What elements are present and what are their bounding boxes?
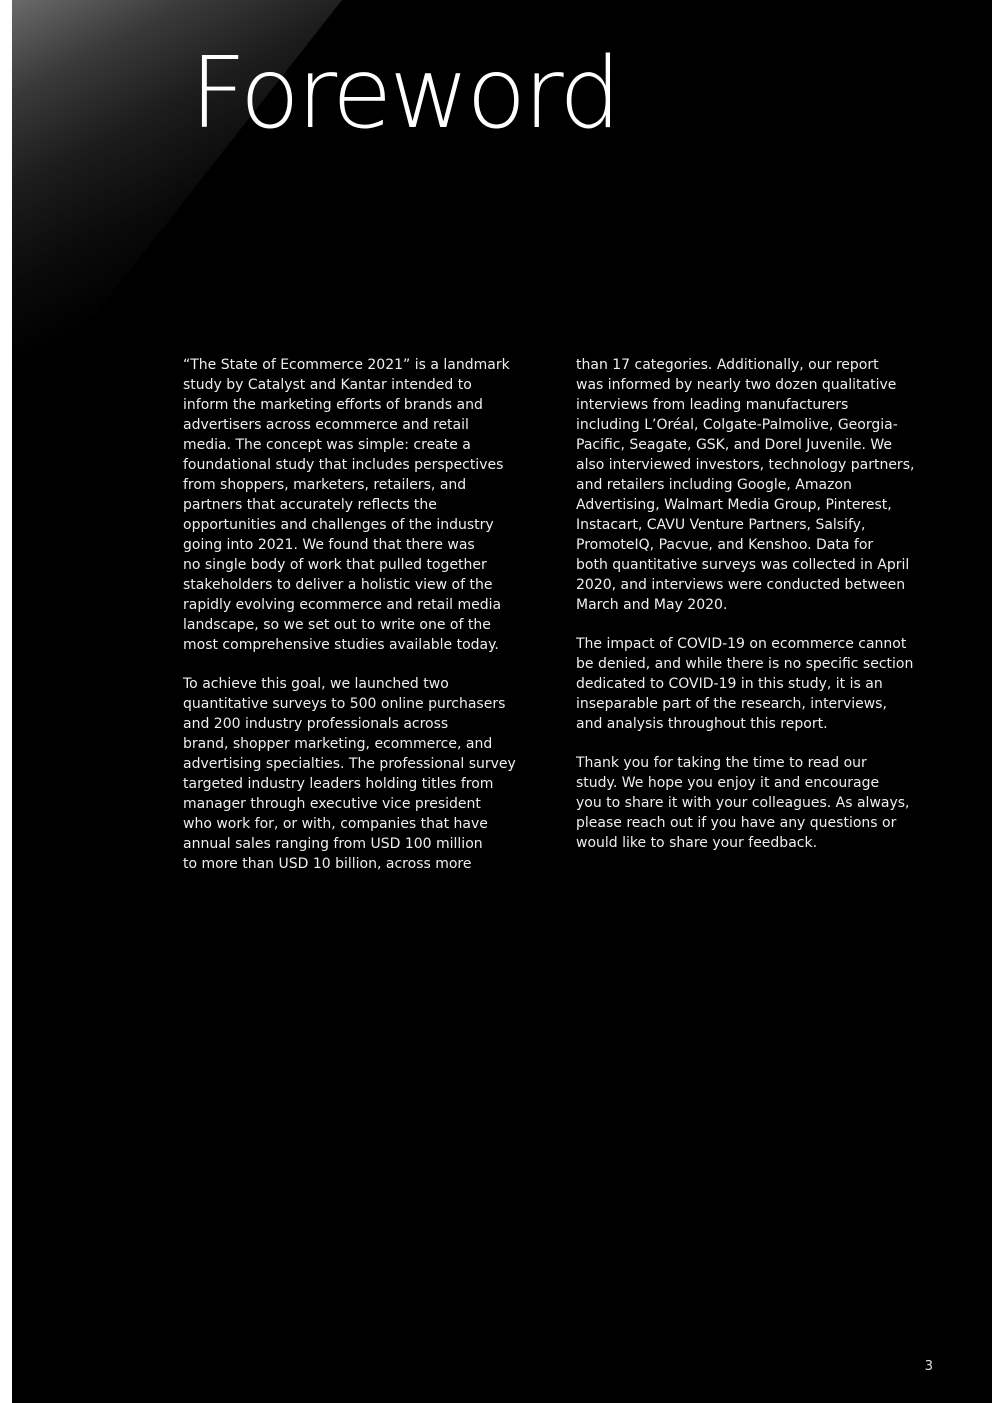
text-line: March and May 2020. — [576, 597, 728, 613]
paragraph-gap — [576, 615, 934, 634]
text-line: brand, shopper marketing, ecommerce, and — [183, 736, 493, 752]
text-line: was informed by nearly two dozen qualitative — [576, 377, 897, 393]
text-line: who work for, or with, companies that have — [183, 816, 488, 832]
paragraph-interviews — [576, 355, 934, 615]
text-line: no single body of work that pulled together — [183, 557, 487, 573]
text-line: Instacart, CAVU Venture Partners, Salsify, — [576, 517, 866, 533]
text-line: study by Catalyst and Kantar intended to — [183, 377, 472, 393]
text-line: The impact of COVID-19 on ecommerce cannot — [576, 636, 907, 652]
text-line: you to share it with your colleagues. As always, — [576, 795, 910, 811]
page-number: 3 — [924, 1359, 933, 1374]
text-line: Advertising, Walmart Media Group, Pinterest, — [576, 497, 892, 513]
right-text-column — [576, 355, 934, 853]
text-line: opportunities and challenges of the industry — [183, 517, 494, 533]
text-line: 2020, and interviews were conducted between — [576, 577, 906, 593]
text-line: study. We hope you enjoy it and encourage — [576, 775, 880, 791]
text-line: dedicated to COVID-19 in this study, it is an — [576, 676, 883, 692]
text-line: stakeholders to deliver a holistic view of the — [183, 577, 493, 593]
page-title: Foreword — [190, 37, 619, 151]
text-line: including L’Oréal, Colgate-Palmolive, Georgia- — [576, 417, 898, 433]
paragraph-methodology — [183, 674, 539, 874]
text-line: media. The concept was simple: create a — [183, 437, 471, 453]
text-line: Pacific, Seagate, GSK, and Dorel Juvenile. We — [576, 437, 892, 453]
text-line: partners that accurately reflects the — [183, 497, 437, 513]
text-line: going into 2021. We found that there was — [183, 537, 475, 553]
paragraph-gap — [576, 734, 934, 753]
text-line: and 200 industry professionals across — [183, 716, 449, 732]
text-line: interviews from leading manufacturers — [576, 397, 849, 413]
page-edge-strip — [0, 0, 12, 1403]
text-line: from shoppers, marketers, retailers, and — [183, 477, 467, 493]
text-line: Thank you for taking the time to read our — [576, 755, 867, 771]
text-line: and analysis throughout this report. — [576, 716, 828, 732]
text-line: than 17 categories. Additionally, our report — [576, 357, 879, 373]
paragraph-covid — [576, 634, 934, 734]
text-line: foundational study that includes perspectives — [183, 457, 504, 473]
text-line: manager through executive vice president — [183, 796, 481, 812]
paragraph-gap — [183, 655, 539, 674]
text-line: “The State of Ecommerce 2021” is a landmark — [183, 357, 510, 373]
paragraph-intro — [183, 355, 539, 655]
text-line: most comprehensive studies available today. — [183, 637, 499, 653]
text-line: inseparable part of the research, interviews, — [576, 696, 887, 712]
text-line: advertising specialties. The professional survey — [183, 756, 516, 772]
text-line: to more than USD 10 billion, across more — [183, 856, 472, 872]
text-line: PromoteIQ, Pacvue, and Kenshoo. Data for — [576, 537, 874, 553]
text-line: also interviewed investors, technology partners, — [576, 457, 915, 473]
text-line: both quantitative surveys was collected in April — [576, 557, 910, 573]
left-text-column — [183, 355, 539, 874]
text-line: landscape, so we set out to write one of the — [183, 617, 491, 633]
text-line: be denied, and while there is no specific section — [576, 656, 914, 672]
text-line: and retailers including Google, Amazon — [576, 477, 852, 493]
text-line: please reach out if you have any questions or — [576, 815, 897, 831]
text-line: would like to share your feedback. — [576, 835, 818, 851]
text-line: rapidly evolving ecommerce and retail media — [183, 597, 502, 613]
text-line: quantitative surveys to 500 online purchasers — [183, 696, 506, 712]
paragraph-thanks — [576, 753, 934, 853]
text-line: targeted industry leaders holding titles from — [183, 776, 494, 792]
text-line: inform the marketing efforts of brands and — [183, 397, 483, 413]
text-line: To achieve this goal, we launched two — [183, 676, 449, 692]
text-line: advertisers across ecommerce and retail — [183, 417, 469, 433]
text-line: annual sales ranging from USD 100 million — [183, 836, 483, 852]
